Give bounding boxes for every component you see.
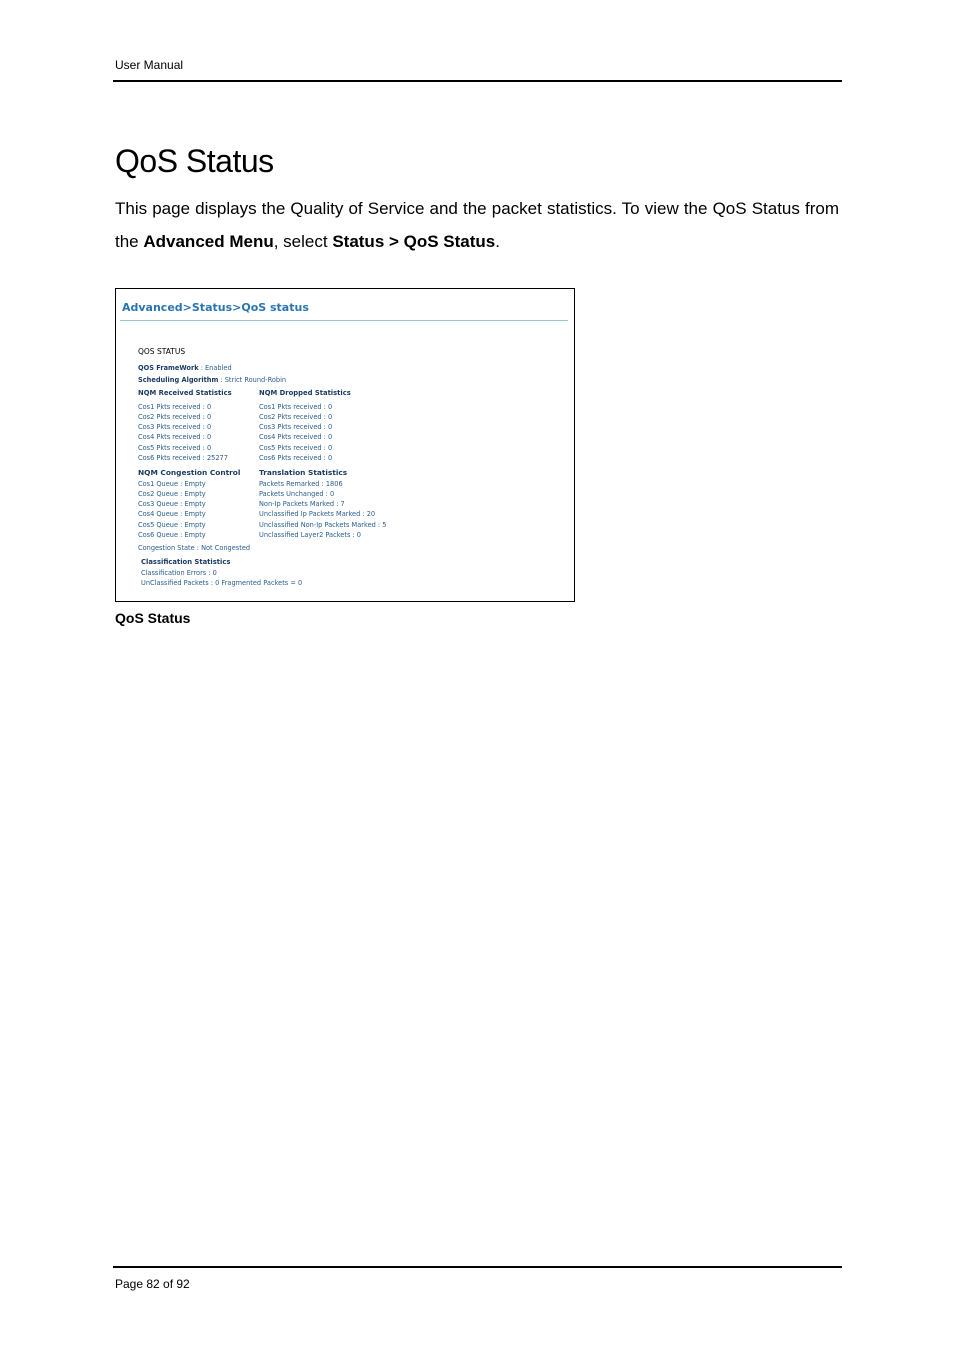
intro-text-3: .: [495, 232, 500, 251]
qos-status-heading: QOS STATUS: [138, 347, 186, 356]
page-number: Page 82 of 92: [115, 1277, 190, 1291]
running-header: User Manual: [115, 58, 184, 72]
dropped-row: Cos3 Pkts received : 0: [259, 423, 333, 431]
congestion-row: Cos3 Queue : Empty: [138, 500, 206, 508]
framework-row: [138, 364, 232, 372]
dropped-row: Cos5 Pkts received : 0: [259, 444, 333, 452]
breadcrumb: Advanced>Status>QoS status: [122, 301, 309, 314]
intro-paragraph: [115, 192, 839, 258]
congestion-row: Cos2 Queue : Empty: [138, 490, 206, 498]
scheduling-value: : Strict Round-Robin: [218, 376, 287, 384]
intro-bold-status-path: Status > QoS Status: [332, 232, 496, 251]
classification-errors: Classification Errors : 0: [141, 569, 217, 577]
received-row: Cos5 Pkts received : 0: [138, 444, 212, 452]
translation-row: Unclassified Ip Packets Marked : 20: [259, 510, 376, 518]
intro-text-1: This page displays the Quality of Service and the packet statistics. To view the QoS Status from the: [115, 199, 839, 251]
scheduling-row: [138, 376, 286, 384]
classification-stats-heading: Classification Statistics: [141, 558, 231, 566]
page-title: QoS Status: [115, 143, 274, 179]
header-rule: [113, 80, 842, 82]
translation-stats-heading: Translation Statistics: [259, 468, 348, 477]
breadcrumb-divider: [120, 320, 568, 321]
dropped-row: Cos2 Pkts received : 0: [259, 413, 333, 421]
scheduling-label: Scheduling Algorithm: [138, 376, 219, 384]
received-row: Cos4 Pkts received : 0: [138, 433, 212, 441]
translation-row: Non-Ip Packets Marked : 7: [259, 500, 345, 508]
unclassified-packets: UnClassified Packets : 0 Fragmented Packets = 0: [141, 579, 303, 587]
translation-row: Packets Remarked : 1806: [259, 480, 343, 488]
qos-status-screenshot: [115, 288, 575, 602]
translation-row: Unclassified Layer2 Packets : 0: [259, 531, 361, 539]
dropped-row: Cos4 Pkts received : 0: [259, 433, 333, 441]
translation-row: Packets Unchanged : 0: [259, 490, 335, 498]
received-row: Cos2 Pkts received : 0: [138, 413, 212, 421]
dropped-stats-heading: NQM Dropped Statistics: [259, 389, 351, 397]
intro-bold-advanced-menu: Advanced Menu: [143, 232, 274, 251]
received-stats-heading: NQM Received Statistics: [138, 389, 232, 397]
received-row: Cos6 Pkts received : 25277: [138, 454, 228, 462]
dropped-row: Cos1 Pkts received : 0: [259, 403, 333, 411]
congestion-row: Cos6 Queue : Empty: [138, 531, 206, 539]
received-row: Cos1 Pkts received : 0: [138, 403, 212, 411]
congestion-control-heading: NQM Congestion Control: [138, 468, 241, 477]
translation-row: Unclassified Non-Ip Packets Marked : 5: [259, 521, 387, 529]
congestion-state: Congestion State : Not Congested: [138, 544, 251, 552]
figure-caption: QoS Status: [115, 610, 191, 626]
dropped-row: Cos6 Pkts received : 0: [259, 454, 333, 462]
framework-label: QOS FrameWork: [138, 364, 199, 372]
received-row: Cos3 Pkts received : 0: [138, 423, 212, 431]
framework-value: : Enabled: [198, 364, 232, 372]
footer-rule: [113, 1266, 842, 1268]
congestion-row: Cos4 Queue : Empty: [138, 510, 206, 518]
intro-text-2: , select: [273, 232, 333, 251]
congestion-row: Cos5 Queue : Empty: [138, 521, 206, 529]
congestion-row: Cos1 Queue : Empty: [138, 480, 206, 488]
